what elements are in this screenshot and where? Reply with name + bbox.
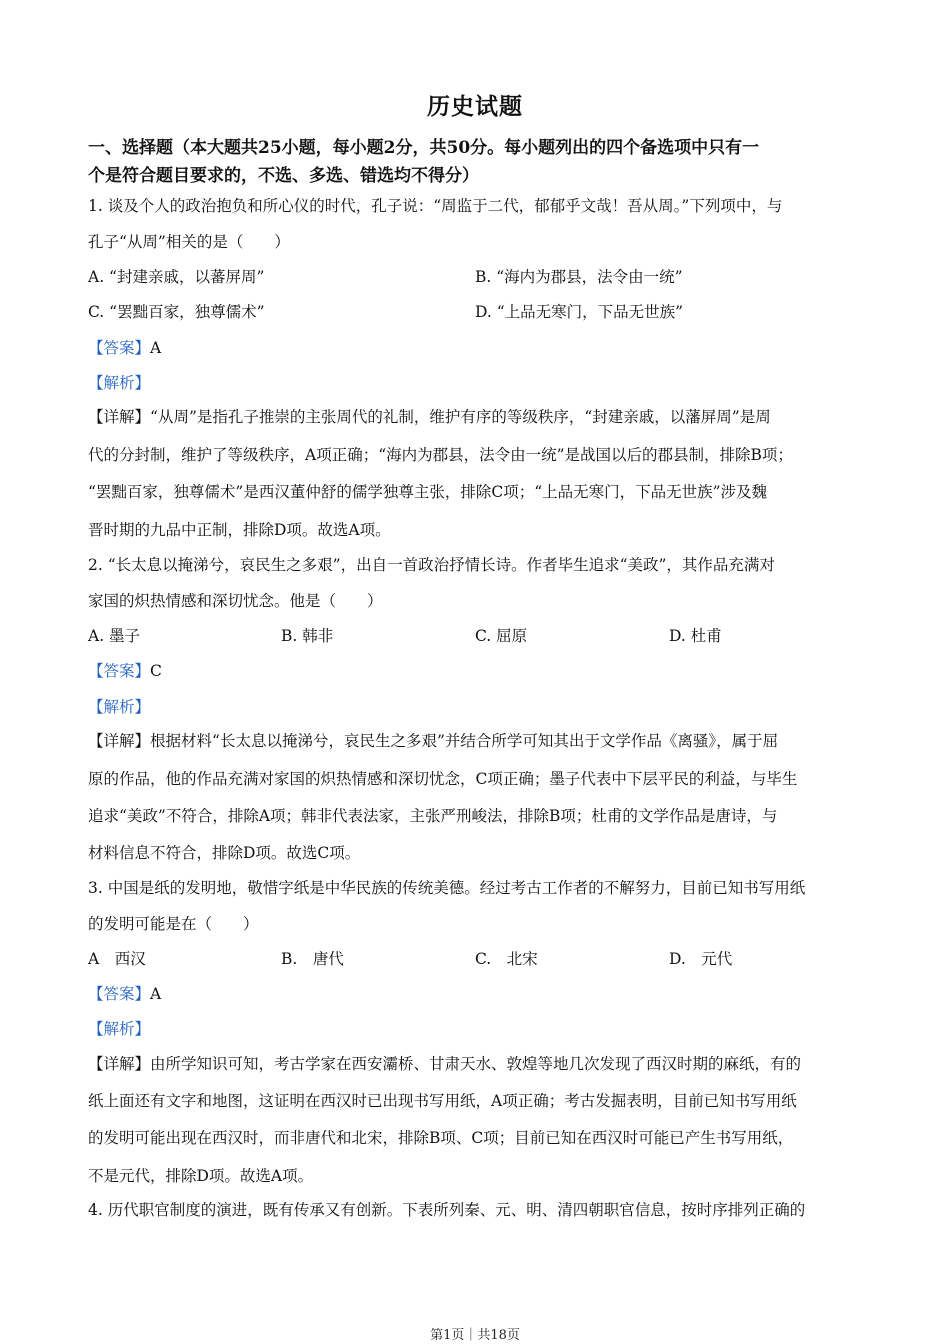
q1-detail-line-2: 代的分封制，维护了等级秩序，A项正确；“海内为郡县，法令由一统”是战国以后的郡县制，排除B项； [88, 446, 793, 464]
q3-answer [88, 984, 161, 1004]
q1-option-a: A. “封建亲戚，以蕃屏周” [88, 268, 265, 286]
q2-detail-line-3: 追求“美政”不符合，排除A项；韩非代表法家，主张严刑峻法，排除B项；杜甫的文学作品是唐诗，与 [88, 807, 778, 825]
q3-option-b: B. 唐代 [281, 950, 344, 968]
detail-tag: 【详解】 [88, 732, 151, 750]
q2-answer-value: C [150, 662, 162, 680]
q1-option-c: C. “罢黜百家，独尊儒术” [88, 303, 265, 321]
q3-option-a: A 西汉 [88, 950, 146, 968]
q1-answer-value: A [150, 339, 162, 357]
q3-option-d: D. 元代 [669, 950, 733, 968]
q1-detail-line-4: 晋时期的九品中正制，排除D项。故选A项。 [88, 521, 391, 539]
answer-tag: 【答案】 [88, 339, 151, 357]
q3-stem-line-1: 3. 中国是纸的发明地，敬惜字纸是中华民族的传统美德。经过考古工作者的不解努力，目前已知书写用纸 [88, 879, 806, 897]
answer-tag: 【答案】 [88, 985, 151, 1003]
q2-detail-line-4: 材料信息不符合，排除D项。故选C项。 [88, 844, 361, 862]
answer-tag: 【答案】 [88, 662, 151, 680]
q3-answer-value: A [150, 985, 162, 1003]
page-title: 历史试题 [427, 93, 523, 120]
q1-detail-line-1 [88, 407, 771, 427]
detail-tag: 【详解】 [88, 408, 151, 426]
section-heading-line-1: 一、选择题（本大题共25小题，每小题2分，共50分。每小题列出的四个备选项中只有一 [88, 138, 760, 158]
section-heading-line-2: 个是符合题目要求的，不选、多选、错选均不得分） [88, 166, 479, 186]
q2-stem-line-1: 2. “长太息以掩涕兮，哀民生之多艰”，出自一首政治抒情长诗。作者毕生追求“美政”，其作品充满对 [88, 556, 775, 574]
q3-detail-line-3: 的发明可能出现在西汉时，而非唐代和北宋，排除B项、C项；目前已知在西汉时可能已产生书写用纸， [88, 1129, 794, 1147]
page-footer: 第1页｜共18页 [430, 1328, 520, 1343]
q2-option-d: D. 杜甫 [669, 627, 722, 645]
q3-detail-line-2: 纸上面还有文字和地图，这证明在西汉时已出现书写用纸，A项正确；考古发掘表明，目前已知书写用纸 [88, 1092, 797, 1110]
q3-analysis-tag: 【解析】 [88, 1020, 151, 1038]
q2-option-c: C. 屈原 [475, 627, 528, 645]
q2-detail-line-1 [88, 731, 778, 751]
q2-detail-line-2: 原的作品，他的作品充满对家国的炽热情感和深切忧念，C项正确；墨子代表中下层平民的利益，与毕生 [88, 770, 798, 788]
q3-detail-line-1 [88, 1054, 801, 1074]
q2-option-a: A. 墨子 [88, 627, 141, 645]
q3-detail-line-4: 不是元代，排除D项。故选A项。 [88, 1167, 314, 1185]
q2-stem-line-2: 家国的炽热情感和深切忧念。他是（ ） [88, 592, 383, 610]
q2-analysis-tag: 【解析】 [88, 698, 151, 716]
q2-answer [88, 661, 162, 681]
q1-stem-line-1: 1. 谈及个人的政治抱负和所心仪的时代，孔子说：“周监于二代，郁郁乎文哉！吾从周。”下列项中，与 [88, 197, 783, 215]
q3-stem-line-2: 的发明可能是在（ ） [88, 915, 259, 933]
q3-detail-text-1: 由所学知识可知，考古学家在西安灞桥、甘肃天水、敦煌等地几次发现了西汉时期的麻纸，有的 [150, 1055, 802, 1073]
q1-option-b: B. “海内为郡县，法令由一统” [475, 268, 683, 286]
q4-stem-line-1: 4. 历代职官制度的演进，既有传承又有创新。下表所列秦、元、明、清四朝职官信息，按时序排列正确的 [88, 1201, 806, 1219]
q1-analysis-tag: 【解析】 [88, 374, 151, 392]
q1-detail-text-1: “从周”是指孔子推崇的主张周代的礼制，维护有序的等级秩序，“封建亲戚，以藩屏周”是周 [150, 408, 771, 426]
q3-option-c: C. 北宋 [475, 950, 538, 968]
q2-option-b: B. 韩非 [281, 627, 334, 645]
detail-tag: 【详解】 [88, 1055, 151, 1073]
q1-option-d: D. “上品无寒门，下品无世族” [475, 303, 684, 321]
q2-detail-text-1: 根据材料“长太息以掩涕兮，哀民生之多艰”并结合所学可知其出于文学作品《离骚》，属于屈 [150, 732, 779, 750]
q1-stem-line-2: 孔子“从周”相关的是（ ） [88, 233, 290, 251]
q1-answer [88, 338, 161, 358]
q1-detail-line-3: “罢黜百家，独尊儒术”是西汉董仲舒的儒学独尊主张，排除C项；“上品无寒门，下品无世族”涉及魏 [88, 483, 768, 501]
